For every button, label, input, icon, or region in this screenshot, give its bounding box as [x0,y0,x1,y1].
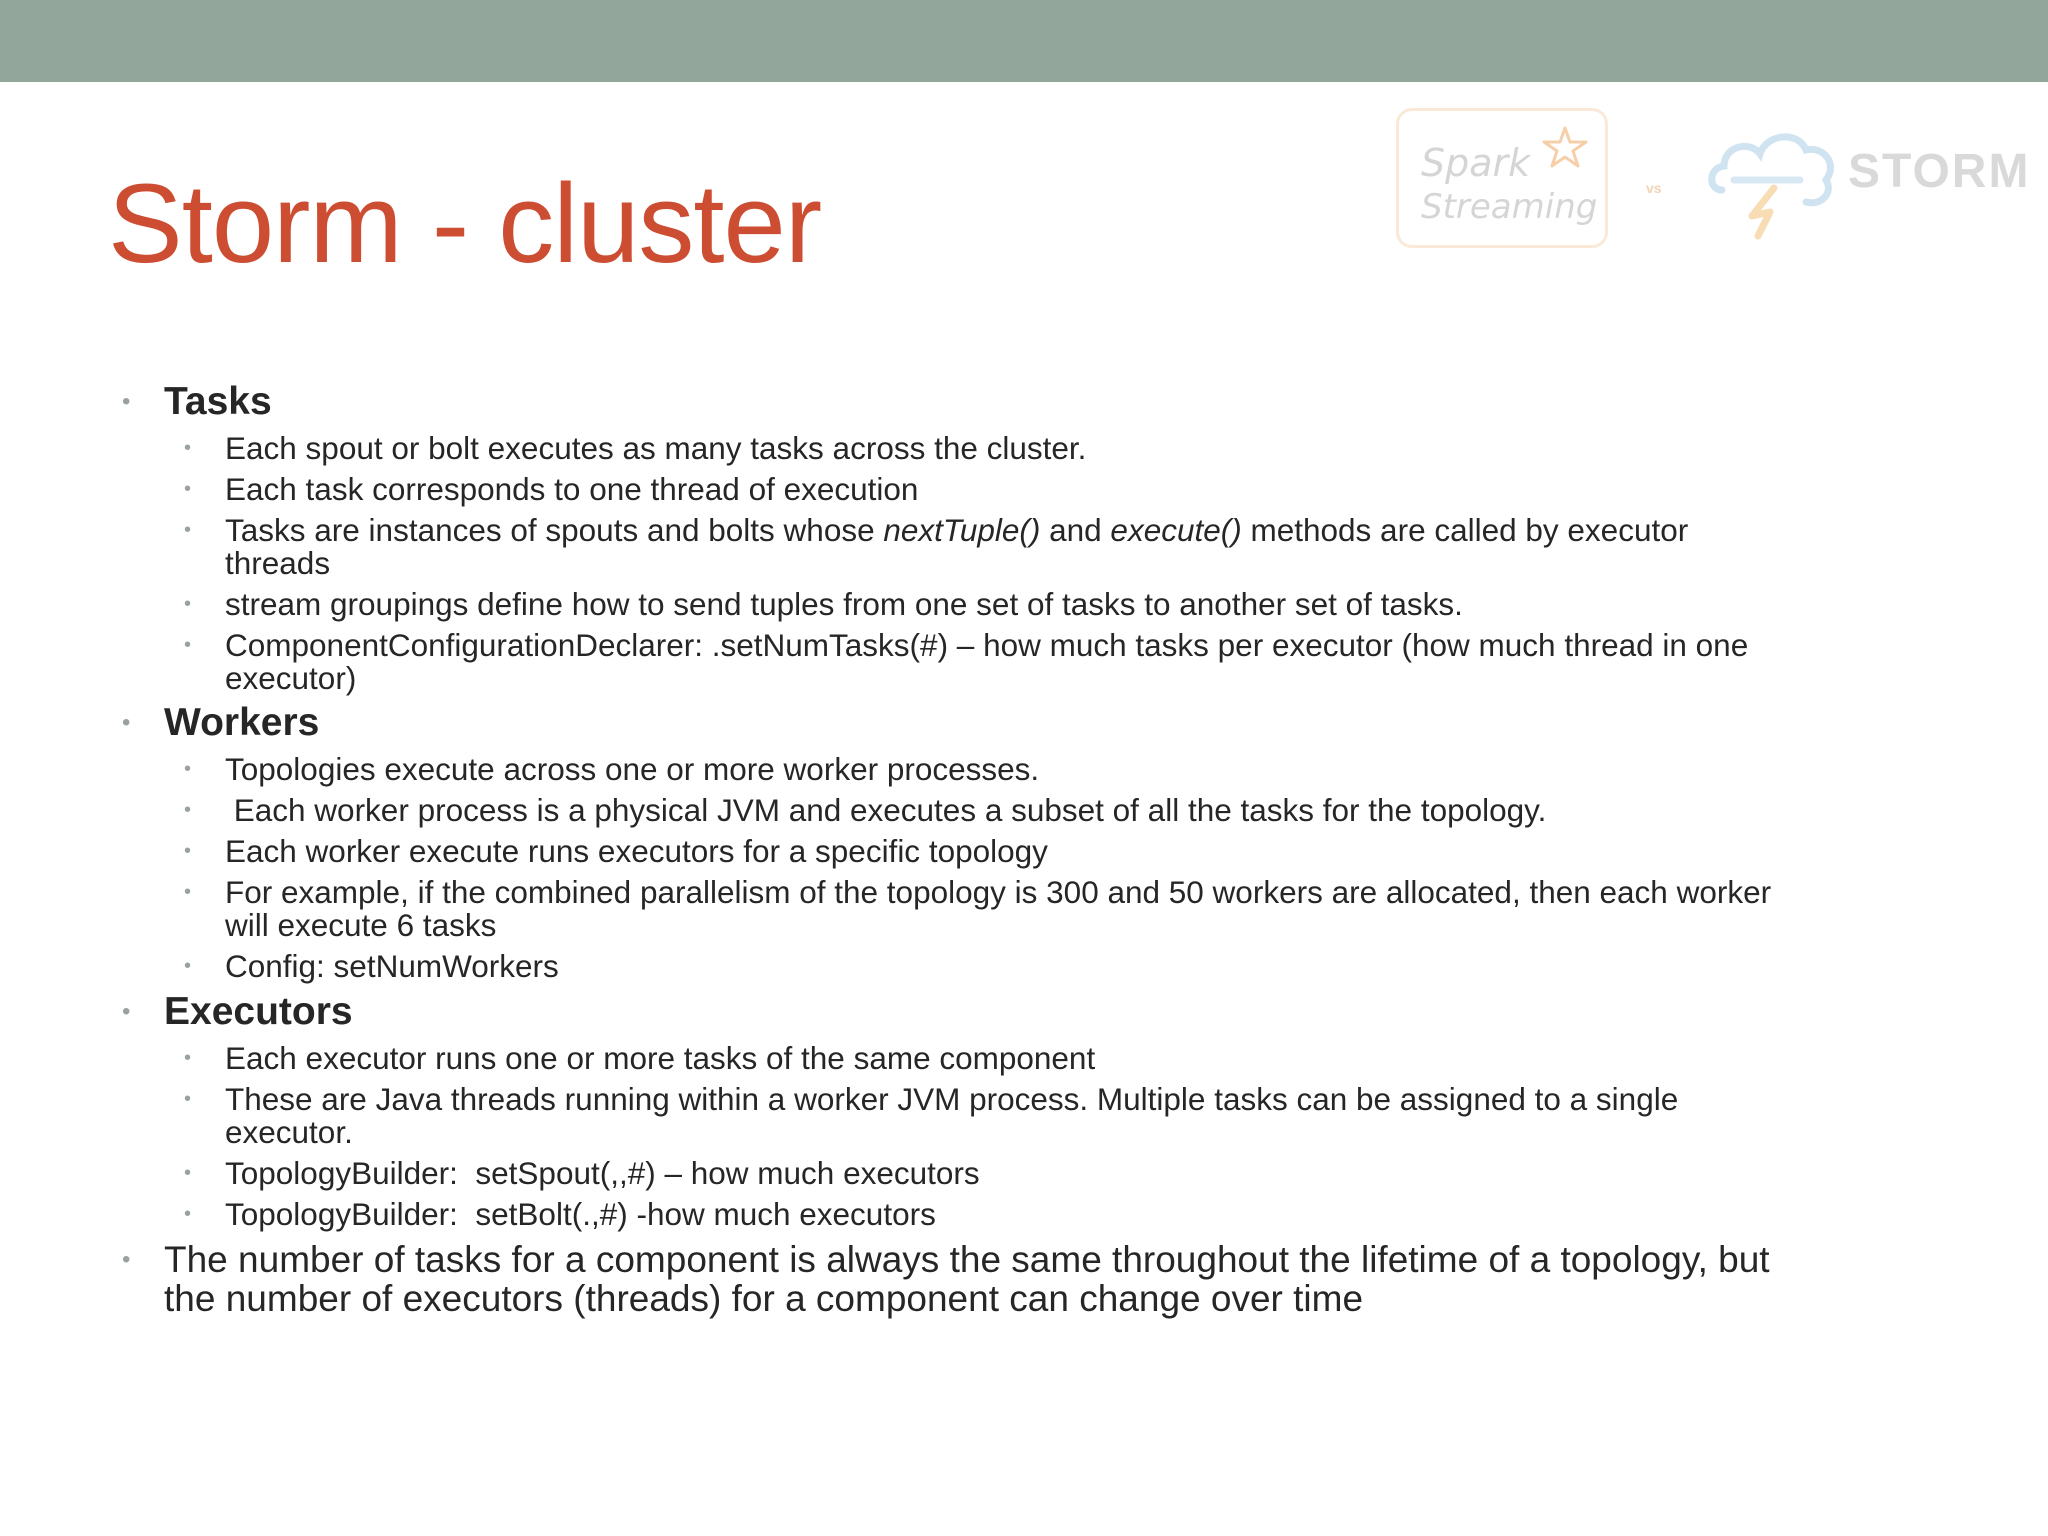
list-item [184,874,1772,943]
list-item [184,471,919,507]
section-heading-tasks [122,380,272,423]
list-item-text: Each worker execute runs executors for a specific topology [225,833,1048,869]
summary-text-continued: the number of executors (threads) for a component can change over time [164,1278,1364,1319]
bullet-icon: • [122,709,131,736]
list-item-text-continued: executor) [225,660,357,696]
section-heading-executors [122,990,353,1033]
list-item-text [225,514,1688,547]
summary-text: The number of tasks for a component is always the same throughout the lifetime of a topology, but [164,1239,1770,1280]
method-name: nextTuple() [883,512,1041,548]
list-item [184,512,1689,581]
list-item [184,1081,1679,1150]
bullet-icon: • [184,1088,192,1110]
slide-title: Storm - cluster [108,161,822,286]
list-item-text: TopologyBuilder: setBolt(.,#) -how much executors [225,1196,936,1232]
list-item [184,627,1749,696]
method-name: execute() [1110,512,1242,548]
summary-paragraph [122,1239,1770,1319]
list-item-text: stream groupings define how to send tuples from one set of tasks to another set of tasks. [225,586,1463,622]
text-segment: and [1040,512,1111,548]
section-heading-workers [122,701,320,744]
list-item-text-continued: threads [225,545,331,581]
bullet-icon: • [184,840,192,862]
list-item-text: Each spout or bolt executes as many tasks across the cluster. [225,430,1087,466]
spark-word: Spark [1421,141,1531,185]
list-item-text: ComponentConfigurationDeclarer: .setNumTasks(#) – how much tasks per executor (how much thread in one [225,627,1749,663]
bullet-icon: • [184,758,192,780]
bullet-icon: • [122,998,131,1025]
list-item [184,1196,936,1232]
bullet-icon: • [184,1047,192,1069]
list-item [184,751,1040,787]
list-item [184,1040,1096,1076]
list-item-text: Each task corresponds to one thread of execution [225,471,919,507]
list-item [184,948,559,984]
section-heading-text: Tasks [164,380,272,423]
bullet-icon: • [122,388,131,415]
list-item [184,792,1547,828]
bullet-icon: • [184,881,192,903]
text-segment: Tasks are instances of spouts and bolts whose [225,512,884,548]
bullet-icon: • [122,1246,131,1273]
bullet-icon: • [184,478,192,500]
bullet-icon: • [184,593,192,615]
streaming-word: Streaming [1421,187,1598,227]
list-item-text: These are Java threads running within a worker JVM process. Multiple tasks can be assigned to a single [225,1081,1679,1117]
list-item-text: Each executor runs one or more tasks of the same component [225,1040,1096,1076]
bullet-icon: • [184,955,192,977]
storm-word: STORM [1848,145,2031,198]
bullet-icon: • [184,437,192,459]
list-item-text: Each worker process is a physical JVM and executes a subset of all the tasks for the topology. [225,792,1547,828]
section-heading-text: Workers [164,701,320,744]
text-segment: methods are called by executor [1241,512,1689,548]
list-item [184,430,1087,466]
list-item-text-continued: will execute 6 tasks [225,907,497,943]
vs-label: vs [1646,180,1662,196]
list-item [184,586,1463,622]
list-item-text-continued: executor. [225,1114,353,1150]
list-item-text: For example, if the combined parallelism of the topology is 300 and 50 workers are allocated, then each worker [225,874,1772,910]
bullet-icon: • [184,799,192,821]
bullet-icon: • [184,1162,192,1184]
list-item-text: TopologyBuilder: setSpout(,,#) – how much executors [225,1155,980,1191]
list-item [184,1155,980,1191]
bullet-icon: • [184,519,192,541]
bullet-icon: • [184,634,192,656]
list-item [184,833,1048,869]
section-heading-text: Executors [164,990,353,1033]
bullet-icon: • [184,1203,192,1225]
list-item-text: Config: setNumWorkers [225,948,559,984]
list-item-text: Topologies execute across one or more worker processes. [225,751,1040,787]
